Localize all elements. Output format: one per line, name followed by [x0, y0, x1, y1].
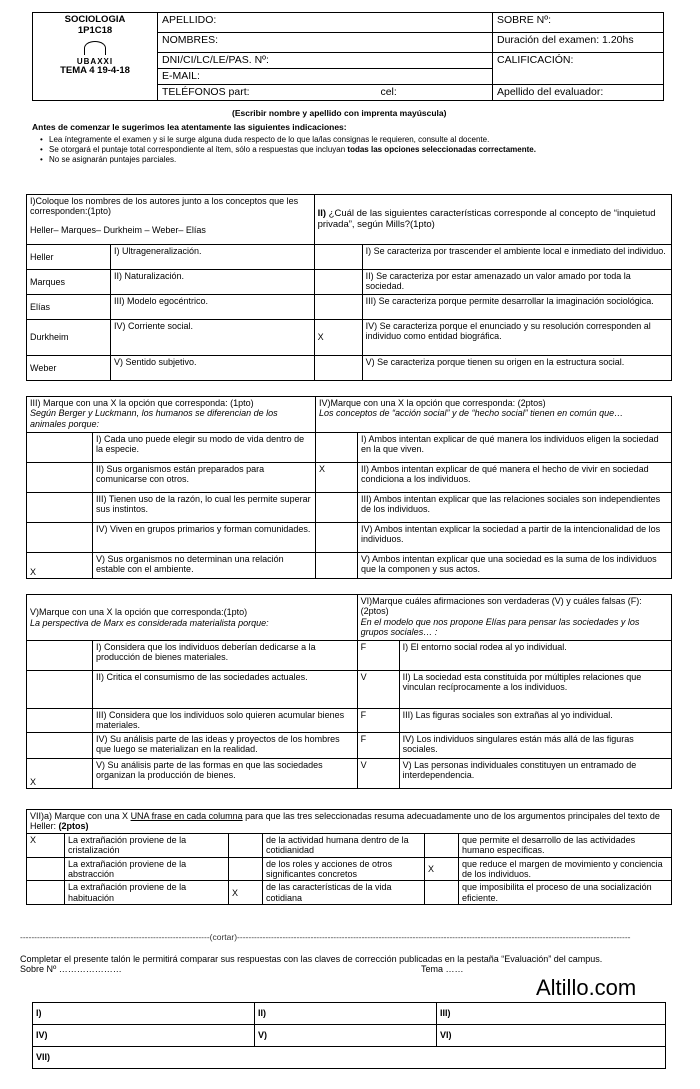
q7-underline: UNA frase en cada columna: [130, 811, 243, 821]
q2-mark[interactable]: [314, 245, 362, 270]
subject: SOCIOLOGIA: [64, 14, 126, 25]
calificacion-field[interactable]: CALIFICACIÓN:: [493, 53, 664, 85]
q1-concept: I) Ultrageneralización.: [111, 245, 315, 270]
q2-option: IV) Se caracteriza porque el enunciado y su resolución corresponden al individuo como entidad biográfica.: [362, 320, 671, 356]
q5-option: I) Considera que los individuos deberían dedicarse a la producción de bienes materiales.: [93, 641, 358, 671]
instruction-item: • Lea íntegramente el examen y si le surge alguna duda respecto de lo que la/las consignas le requieren, consulte al docente.: [40, 135, 672, 144]
q6-mark[interactable]: V: [357, 759, 399, 789]
q3-option: II) Sus organismos están preparados para comunicarse con otros.: [93, 463, 316, 493]
q4-mark[interactable]: [315, 433, 357, 463]
logo-cell: [33, 13, 158, 101]
cut-dashes-right: -------------------------------------------------------------------------------------------------------------------------------------------: [237, 932, 631, 942]
answer-cell[interactable]: II): [255, 1003, 437, 1025]
university: UBAXXI: [76, 56, 114, 66]
dni-field[interactable]: DNI/CI/LC/LE/PAS. Nº:: [158, 53, 493, 69]
q6-sub: En el modelo que nos propone Elías para pensar las sociedades y los grupos sociales… :: [360, 616, 640, 638]
q1-concept: IV) Corriente social.: [111, 320, 315, 356]
q7-col3: que reduce el margen de movimiento y conciencia de los individuos.: [459, 857, 672, 881]
answer-cell[interactable]: V): [255, 1025, 437, 1047]
q7-mark[interactable]: X: [27, 834, 65, 858]
q4-option: I) Ambos intentan explicar de qué manera los individuos eligen la sociedad en la que viven.: [357, 433, 671, 463]
q4-sub: Los conceptos de “acción social” y de “hecho social” tienen en común que…: [318, 408, 624, 419]
email-field[interactable]: E-MAIL:: [158, 69, 493, 85]
instruction-item: • No se asignarán puntajes parciales.: [40, 155, 672, 164]
q5-option: IV) Su análisis parte de las ideas y proyectos de los hombres que luego se materializan en la realidad.: [93, 733, 358, 759]
instructions-heading: Antes de comenzar le sugerimos lea atentamente las siguientes indicaciones:: [32, 122, 347, 132]
answer-cell[interactable]: III): [437, 1003, 666, 1025]
q3-sub: Según Berger y Luckmann, los humanos se diferencian de los animales porque:: [30, 408, 278, 429]
q2-mark[interactable]: X: [314, 320, 362, 356]
q5-q6-table: [26, 594, 672, 789]
q7-col1: La extrañación proviene de la habituación: [65, 881, 229, 905]
q2-prompt: II) ¿Cuál de las siguientes características corresponde al concepto de “inquietud privada”, según Mills?(1pto): [314, 195, 671, 245]
q7-points: (2ptos): [58, 821, 89, 832]
cut-label: (cortar): [209, 932, 238, 942]
talon-sobre: Sobre Nº …………………: [20, 964, 122, 974]
q3-option: III) Tienen uso de la razón, lo cual les permite superar sus instintos.: [93, 493, 316, 523]
q4-mark[interactable]: [315, 493, 357, 523]
answer-cell[interactable]: I): [33, 1003, 255, 1025]
q3-mark[interactable]: [27, 493, 93, 523]
q6-mark[interactable]: F: [357, 733, 399, 759]
q1-author[interactable]: Durkheim: [27, 320, 111, 356]
telefonos-field[interactable]: [158, 85, 493, 101]
q7-mark[interactable]: [229, 834, 263, 858]
q4-option: II) Ambos intentan explicar de qué manera el hecho de vivir en sociedad condiciona a los individuos.: [357, 463, 671, 493]
q2-option: II) Se caracteriza por estar amenazado un valor amado por toda la sociedad.: [362, 270, 671, 295]
q4-option: III) Ambos intentan explicar que las relaciones sociales son independientes de los individuos.: [357, 493, 671, 523]
q3-mark[interactable]: X: [27, 553, 93, 579]
answer-cell[interactable]: VI): [437, 1025, 666, 1047]
q7-mark[interactable]: [425, 834, 459, 858]
q2-option: V) Se caracteriza porque tienen su origen en la estructura social.: [362, 356, 671, 381]
tema: TEMA 4 19-4-18: [60, 65, 130, 77]
course: 1P1C18: [77, 24, 113, 36]
q5-mark[interactable]: X: [27, 759, 93, 789]
q1-authors: Heller– Marques– Durkheim – Weber– Elías: [30, 224, 206, 235]
q3-option: IV) Viven en grupos primarios y forman comunidades.: [93, 523, 316, 553]
instruction-bold: todas las opciones seleccionadas correctamente.: [347, 145, 536, 154]
q7-table: [26, 809, 672, 905]
q1-q2-table: [26, 194, 672, 381]
q7-mark[interactable]: [27, 857, 65, 881]
evaluador-field[interactable]: Apellido del evaluador:: [493, 85, 664, 101]
q7-col2: de la actividad humana dentro de la cotidianidad: [263, 834, 425, 858]
cut-line: [20, 932, 672, 942]
q7-mark[interactable]: [229, 857, 263, 881]
q3-mark[interactable]: [27, 523, 93, 553]
q7-col1: La extrañación proviene de la cristalización: [65, 834, 229, 858]
cel-label: cel:: [380, 86, 397, 98]
q2-mark[interactable]: [314, 295, 362, 320]
q7-mark[interactable]: [27, 881, 65, 905]
nombres-field[interactable]: NOMBRES:: [158, 33, 493, 53]
q2-option: I) Se caracteriza por trascender el ambiente local e inmediato del individuo.: [362, 245, 671, 270]
apellido-field[interactable]: APELLIDO:: [158, 13, 493, 33]
q2-option: III) Se caracteriza porque permite desarrollar la imaginación sociológica.: [362, 295, 671, 320]
sobre-field[interactable]: SOBRE Nº:: [493, 13, 664, 33]
q6-option: IV) Los individuos singulares están más allá de las figuras sociales.: [399, 733, 671, 759]
q5-option: II) Critica el consumismo de las sociedades actuales.: [93, 671, 358, 709]
q5-option: V) Su análisis parte de las formas en que las sociedades organizan la producción de bienes.: [93, 759, 358, 789]
q7-mark[interactable]: [425, 881, 459, 905]
answer-cell[interactable]: VII): [33, 1047, 666, 1069]
talon-tema: Tema ……: [421, 964, 464, 974]
duracion: Duración del examen: 1.20hs: [493, 33, 664, 53]
talon-text: Completar el presente talón le permitirá comparar sus respuestas con las claves de corrección publicadas en la pestaña “Evaluación” del campus. Sobre Nº ………………… Tema ……: [20, 954, 603, 974]
q1-concept: V) Sentido subjetivo.: [111, 356, 315, 381]
q1-concept: II) Naturalización.: [111, 270, 315, 295]
answer-cell[interactable]: IV): [33, 1025, 255, 1047]
cut-dashes-left: -------------------------------------------------------------------: [20, 932, 210, 942]
q6-option: II) La sociedad esta constituida por múltiples relaciones que vinculan recíprocamente a los individuos.: [399, 671, 671, 709]
q2-mark[interactable]: [314, 356, 362, 381]
q7-mark[interactable]: X: [425, 857, 459, 881]
q5-prompt: V)Marque con una X la opción que corresponda:(1pto) La perspectiva de Marx es considerada materialista porque:: [27, 595, 358, 641]
q3-q4-table: [26, 396, 672, 579]
instructions: [32, 122, 672, 165]
q6-mark[interactable]: V: [357, 671, 399, 709]
q7-mark[interactable]: X: [229, 881, 263, 905]
q5-mark[interactable]: [27, 641, 93, 671]
q7-col3: que permite el desarrollo de las actividades humano específicas.: [459, 834, 672, 858]
q7-col2: de los roles y acciones de otros significantes concretos: [263, 857, 425, 881]
q1-author[interactable]: Heller: [27, 245, 111, 270]
q4-prompt: IV)Marque con una X la opción que corresponda: (2ptos) Los conceptos de “acción social” y de “hecho social” tienen en común que…: [315, 397, 671, 433]
q5-mark[interactable]: [27, 671, 93, 709]
q7-col3: que imposibilita el proceso de una socialización eficiente.: [459, 881, 672, 905]
q3-mark[interactable]: [27, 433, 93, 463]
q4-mark[interactable]: X: [315, 463, 357, 493]
q7-prompt: VII)a) Marque con una X UNA frase en cada columna para que las tres seleccionadas resuma adecuadamente uno de los argumentos principales del texto de Heller: (2ptos): [27, 810, 672, 834]
telefonos-label: TELÉFONOS part:: [162, 86, 250, 98]
name-note: (Escribir nombre y apellido con imprenta mayúscula): [232, 108, 447, 118]
q4-option: IV) Ambos intentan explicar la sociedad a partir de la intencionalidad de los individuos.: [357, 523, 671, 553]
header-table: [32, 12, 664, 101]
q6-mark[interactable]: F: [357, 641, 399, 671]
q6-option: I) El entorno social rodea al yo individual.: [399, 641, 671, 671]
q3-prompt: III) Marque con una X la opción que corresponda: (1pto) Según Berger y Luckmann, los humanos se diferencian de los animales porque:: [27, 397, 316, 433]
q1-author[interactable]: Weber: [27, 356, 111, 381]
q6-mark[interactable]: F: [357, 709, 399, 733]
q1-author[interactable]: Marques: [27, 270, 111, 295]
q4-mark[interactable]: [315, 523, 357, 553]
q7-col2: de las características de la vida cotidiana: [263, 881, 425, 905]
answers-table: [32, 1002, 666, 1069]
q3-option: I) Cada uno puede elegir su modo de vida dentro de la especie.: [93, 433, 316, 463]
q6-prompt: VI)Marque cuáles afirmaciones son verdaderas (V) y cuáles falsas (F):(2ptos) En el modelo que nos propone Elías para pensar las sociedades y los grupos sociales… :: [357, 595, 671, 641]
ubaxxi-logo-icon: [84, 41, 106, 55]
q3-mark[interactable]: [27, 463, 93, 493]
q5-option: III) Considera que los individuos solo quieren acumular bienes materiales.: [93, 709, 358, 733]
q5-sub: La perspectiva de Marx es considerada materialista porque:: [30, 617, 269, 628]
altillo-watermark: Altillo.com: [536, 975, 637, 1000]
q4-option: V) Ambos intentan explicar que una sociedad es la suma de los individuos que la componen y sus actos.: [357, 553, 671, 579]
q2-mark[interactable]: [314, 270, 362, 295]
q6-option: V) Las personas individuales constituyen un entramado de interdependencia.: [399, 759, 671, 789]
instruction-item: • Se otorgará el puntaje total correspondiente al ítem, sólo a respuestas que incluyan todas las opciones seleccionadas correctamente.: [40, 145, 672, 154]
q5-mark[interactable]: [27, 709, 93, 733]
q1-prompt: I)Coloque los nombres de los autores junto a los conceptos que les corresponden:(1pto) Heller– Marques– Durkheim – Weber– Elías: [27, 195, 315, 245]
q5-mark[interactable]: [27, 733, 93, 759]
q6-option: III) Las figuras sociales son extrañas al yo individual.: [399, 709, 671, 733]
q7-col1: La extrañación proviene de la abstracción: [65, 857, 229, 881]
q4-mark[interactable]: [315, 553, 357, 579]
q1-concept: III) Modelo egocéntrico.: [111, 295, 315, 320]
q1-author[interactable]: Elías: [27, 295, 111, 320]
q3-option: V) Sus organismos no determinan una relación estable con el ambiente.: [93, 553, 316, 579]
